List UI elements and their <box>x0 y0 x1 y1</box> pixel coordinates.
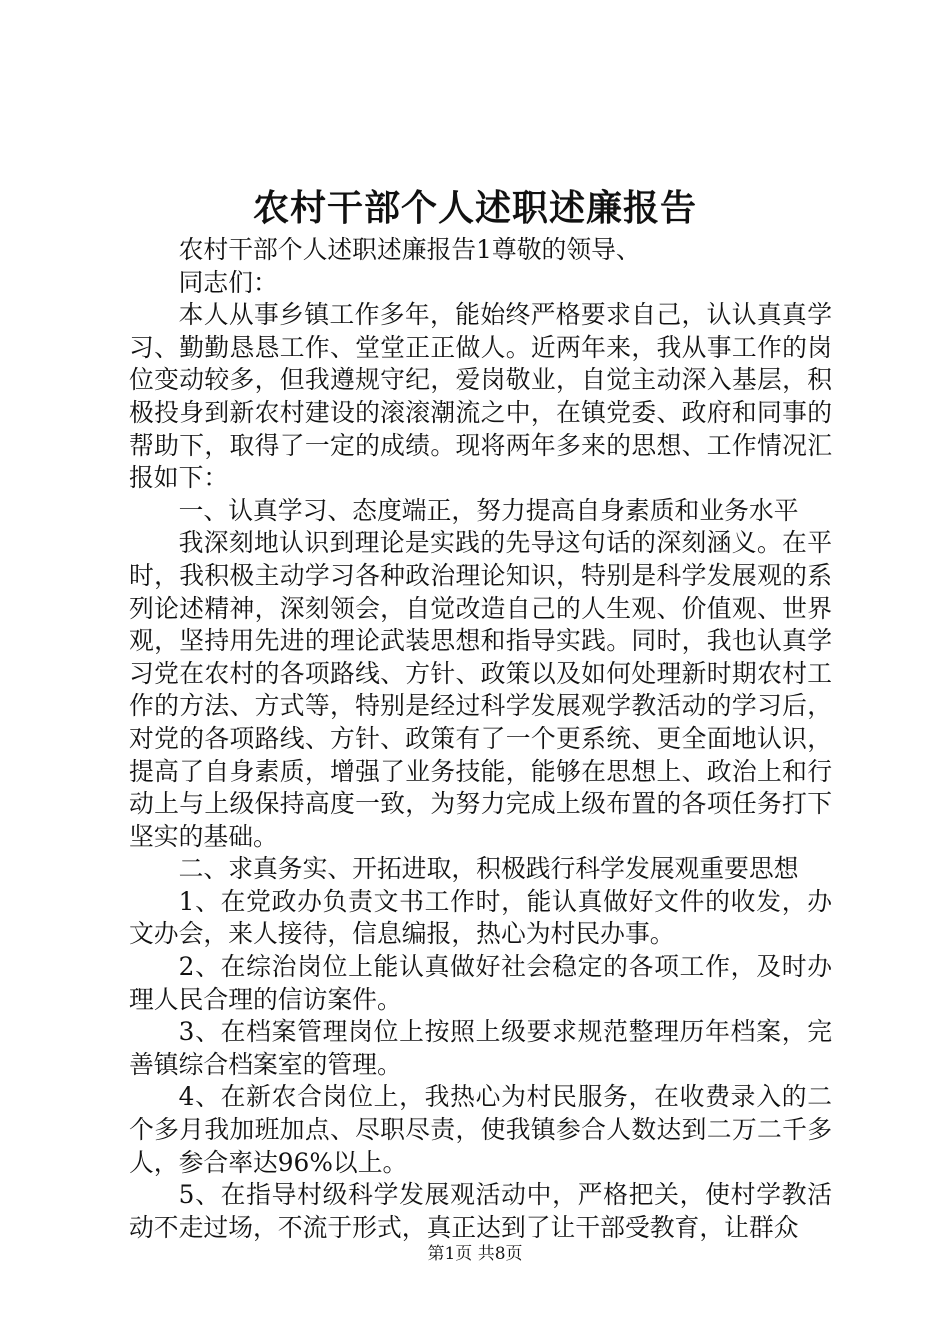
list-item: 2、在综治岗位上能认真做好社会稳定的各项工作，及时办理人民合理的信访案件。 <box>129 952 832 1014</box>
list-item: 1、在党政办负责文书工作时，能认真做好文件的收发，办文办会，来人接待，信息编报，热心为村民办事。 <box>129 886 832 949</box>
list-item: 3、在档案管理岗位上按照上级要求规范整理历年档案，完善镇综合档案室的管理。 <box>129 1017 832 1079</box>
section-heading: 一、认真学习、态度端正，努力提高自身素质和业务水平 <box>178 495 799 525</box>
paragraph: 农村干部个人述职述廉报告1尊敬的领导、 <box>178 235 641 264</box>
list-item: 5、在指导村级科学发展观活动中，严格把关，使村学教活动不走过场，不流于形式，真正达到了让干部受教育，让群众 <box>129 1180 832 1242</box>
page-footer: 第1页 共8页 <box>427 1244 523 1264</box>
paragraph: 同志们： <box>178 267 278 297</box>
document-title: 农村干部个人述职述廉报告 <box>252 187 697 229</box>
paragraph: 我深刻地认识到理论是实践的先导这句话的深刻涵义。在平时，我积极主动学习各种政治理论知识，特别是科学发展观的系列论述精神，深刻领会，自觉改造自己的人生观、价值观、世界观，坚持用先进的理论武装思想和指导实践。同时，我也认真学习党在农村的各项路线、方针、政策以及如何处理新时期农村工作的方法、方式等，特别是经过科学发展观学教活动的学习后，对党的各项路线、方针、政策有了一个更系统、更全面地认识，提高了自身素质，增强了业务技能，能够在思想上、政治上和行动上与上级保持高度一致，为努力完成上级布置的各项任务打下坚实的基础。 <box>129 528 832 851</box>
document-body <box>129 234 832 1244</box>
list-item: 4、在新农合岗位上，我热心为村民服务，在收费录入的二个多月我加班加点、尽职尽责，使我镇参合人数达到二万二千多人，参合率达96%以上。 <box>129 1082 832 1177</box>
paragraph: 本人从事乡镇工作多年，能始终严格要求自己，认认真真学习、勤勤恳恳工作、堂堂正正做人。近两年来，我从事工作的岗位变动较多，但我遵规守纪，爱岗敬业，自觉主动深入基层，积极投身到新农村建设的滚滚潮流之中，在镇党委、政府和同事的帮助下，取得了一定的成绩。现将两年多来的思想、工作情况汇报如下： <box>129 300 832 493</box>
section-heading: 二、求真务实、开拓进取，积极践行科学发展观重要思想 <box>178 854 799 884</box>
